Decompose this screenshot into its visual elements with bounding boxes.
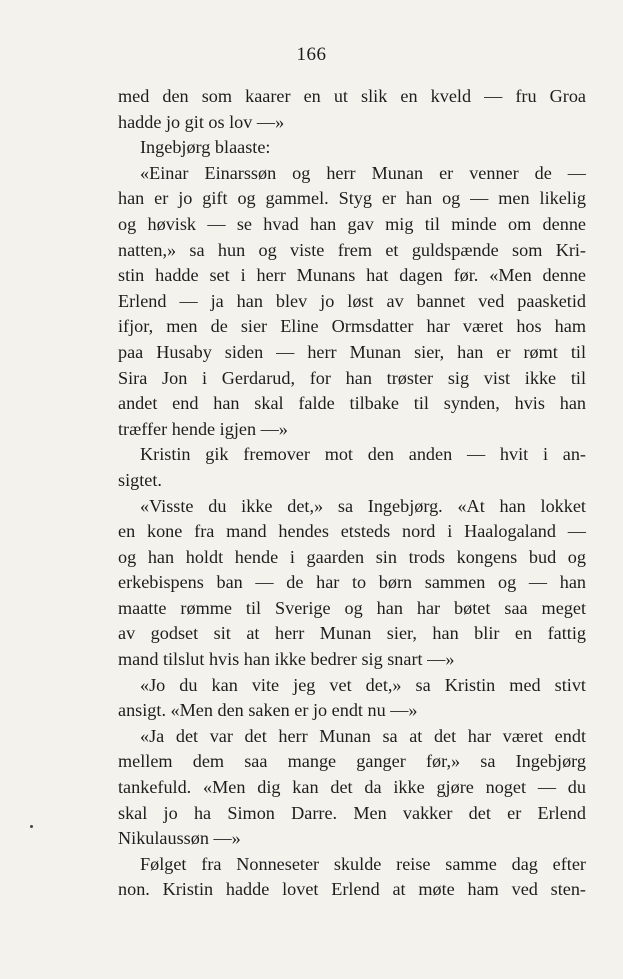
text-line: tankefuld. «Men dig kan det da ikke gjøre noget — du	[118, 777, 586, 798]
text-line: Erlend — ja han blev jo løst av bannet ved paasketid	[118, 290, 586, 311]
text-line: maatte rømme til Sverige og han har bøtet saa meget	[118, 597, 586, 618]
text-line: «Einar Einarssøn og herr Munan er venner de —	[140, 162, 586, 183]
page-number: 166	[296, 44, 327, 65]
text-line: en kone fra mand hendes etsteds nord i Haalogaland —	[118, 521, 586, 542]
body-text	[118, 84, 586, 903]
margin-speck	[30, 825, 33, 828]
text-line: træffer hende igjen —»	[118, 418, 288, 439]
text-line: han er jo gift og gammel. Styg er han og — men likelig	[118, 188, 586, 209]
text-line: hadde jo git os lov —»	[118, 111, 285, 132]
text-line: mand tilslut hvis han ikke bedrer sig snart —»	[118, 649, 455, 670]
text-line: skal jo ha Simon Darre. Men vakker det er Erlend	[118, 802, 586, 823]
text-line: Sira Jon i Gerdarud, for han trøster sig vist ikke til	[118, 367, 586, 388]
text-line: Nikulaussøn —»	[118, 828, 241, 849]
text-line: erkebispens ban — de har to børn sammen og — han	[118, 572, 586, 593]
text-line: mellem dem saa mange ganger før,» sa Ingebjørg	[118, 751, 586, 772]
text-line: andet end han skal falde tilbake til synden, hvis han	[118, 393, 586, 414]
text-line: ansigt. «Men den saken er jo endt nu —»	[118, 700, 418, 721]
text-line: av godset sit at herr Munan sier, han blir en fattig	[118, 623, 586, 644]
text-line: og han holdt hende i gaarden sin trods kongens bud og	[118, 546, 586, 567]
text-line: «Jo du kan vite jeg vet det,» sa Kristin med stivt	[140, 674, 586, 695]
text-line: «Ja det var det herr Munan sa at det har været endt	[140, 725, 586, 746]
text-line: paa Husaby siden — herr Munan sier, han er rømt til	[118, 341, 586, 362]
text-line: natten,» sa hun og viste frem et guldspænde som Kri-	[118, 239, 586, 260]
text-line: og høvisk — se hvad han gav mig til minde om denne	[118, 213, 586, 234]
text-line: sigtet.	[118, 469, 162, 490]
text-line: «Visste du ikke det,» sa Ingebjørg. «At han lokket	[140, 495, 586, 516]
text-line: Kristin gik fremover mot den anden — hvit i an-	[140, 444, 586, 465]
text-line: non. Kristin hadde lovet Erlend at møte ham ved sten-	[118, 879, 586, 900]
text-line: Følget fra Nonneseter skulde reise samme dag efter	[140, 853, 586, 874]
text-line: stin hadde set i herr Munans hat dagen før. «Men denne	[118, 265, 586, 286]
text-line: med den som kaarer en ut slik en kveld — fru Groa	[118, 86, 586, 106]
text-line: ifjor, men de sier Eline Ormsdatter har været hos ham	[118, 316, 586, 337]
text-line: Ingebjørg blaaste:	[140, 137, 271, 158]
